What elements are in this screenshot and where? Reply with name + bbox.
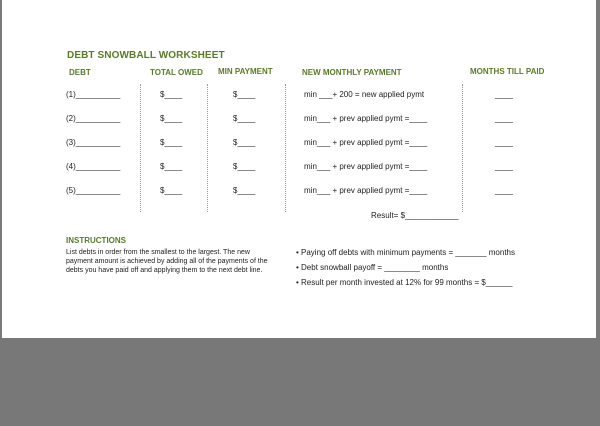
header-new-monthly-payment: NEW MONTHLY PAYMENT <box>302 68 402 77</box>
new-payment-2[interactable]: min___ + prev applied pymt =____ <box>304 114 428 123</box>
new-payment-5[interactable]: min___ + prev applied pymt =____ <box>304 186 428 195</box>
column-divider <box>207 84 208 212</box>
bottom-gray-band <box>0 338 600 426</box>
total-owed-4[interactable]: $____ <box>160 162 183 171</box>
bullet-minimum-payments: • Paying off debts with minimum payments = _______ months <box>296 248 515 257</box>
bullet-invested-result: • Result per month invested at 12% for 99 months = $______ <box>296 278 513 287</box>
debt-line-4[interactable]: (4)__________ <box>66 162 121 171</box>
new-payment-1[interactable]: min ___+ 200 = new applied pymt <box>304 90 425 99</box>
instructions-text: List debts in order from the smallest to the largest. The new payment amount is achieved by adding all of the payments of the debts you have paid off and applying them to the next debt line. <box>66 249 268 274</box>
new-payment-4[interactable]: min___ + prev applied pymt =____ <box>304 162 428 171</box>
debt-line-5[interactable]: (5)__________ <box>66 186 121 195</box>
total-owed-5[interactable]: $____ <box>160 186 183 195</box>
worksheet-title: DEBT SNOWBALL WORKSHEET <box>67 50 225 61</box>
total-owed-2[interactable]: $____ <box>160 114 183 123</box>
min-payment-1[interactable]: $____ <box>233 90 256 99</box>
column-divider <box>285 84 286 212</box>
debt-line-1[interactable]: (1)__________ <box>66 90 121 99</box>
header-months-till-paid: MONTHS TILL PAID <box>470 67 545 76</box>
debt-line-3[interactable]: (3)__________ <box>66 138 121 147</box>
new-payment-3[interactable]: min___ + prev applied pymt =____ <box>304 138 428 147</box>
worksheet-page <box>2 0 596 338</box>
debt-line-2[interactable]: (2)__________ <box>66 114 121 123</box>
months-till-paid-1[interactable]: ____ <box>495 90 513 99</box>
months-till-paid-3[interactable]: ____ <box>495 138 513 147</box>
min-payment-5[interactable]: $____ <box>233 186 256 195</box>
column-divider <box>140 84 141 212</box>
header-total-owed: TOTAL OWED <box>150 68 203 77</box>
total-owed-1[interactable]: $____ <box>160 90 183 99</box>
months-till-paid-2[interactable]: ____ <box>495 114 513 123</box>
bullet-snowball-payoff: • Debt snowball payoff = ________ months <box>296 263 449 272</box>
min-payment-2[interactable]: $____ <box>233 114 256 123</box>
header-debt: DEBT <box>69 68 91 77</box>
total-owed-3[interactable]: $____ <box>160 138 183 147</box>
column-divider <box>462 84 463 212</box>
min-payment-3[interactable]: $____ <box>233 138 256 147</box>
header-min-payment: MIN PAYMENT <box>218 67 273 76</box>
result-line[interactable]: Result= $____________ <box>371 211 459 220</box>
months-till-paid-4[interactable]: ____ <box>495 162 513 171</box>
months-till-paid-5[interactable]: ____ <box>495 186 513 195</box>
instructions-heading: INSTRUCTIONS <box>66 236 126 245</box>
min-payment-4[interactable]: $____ <box>233 162 256 171</box>
